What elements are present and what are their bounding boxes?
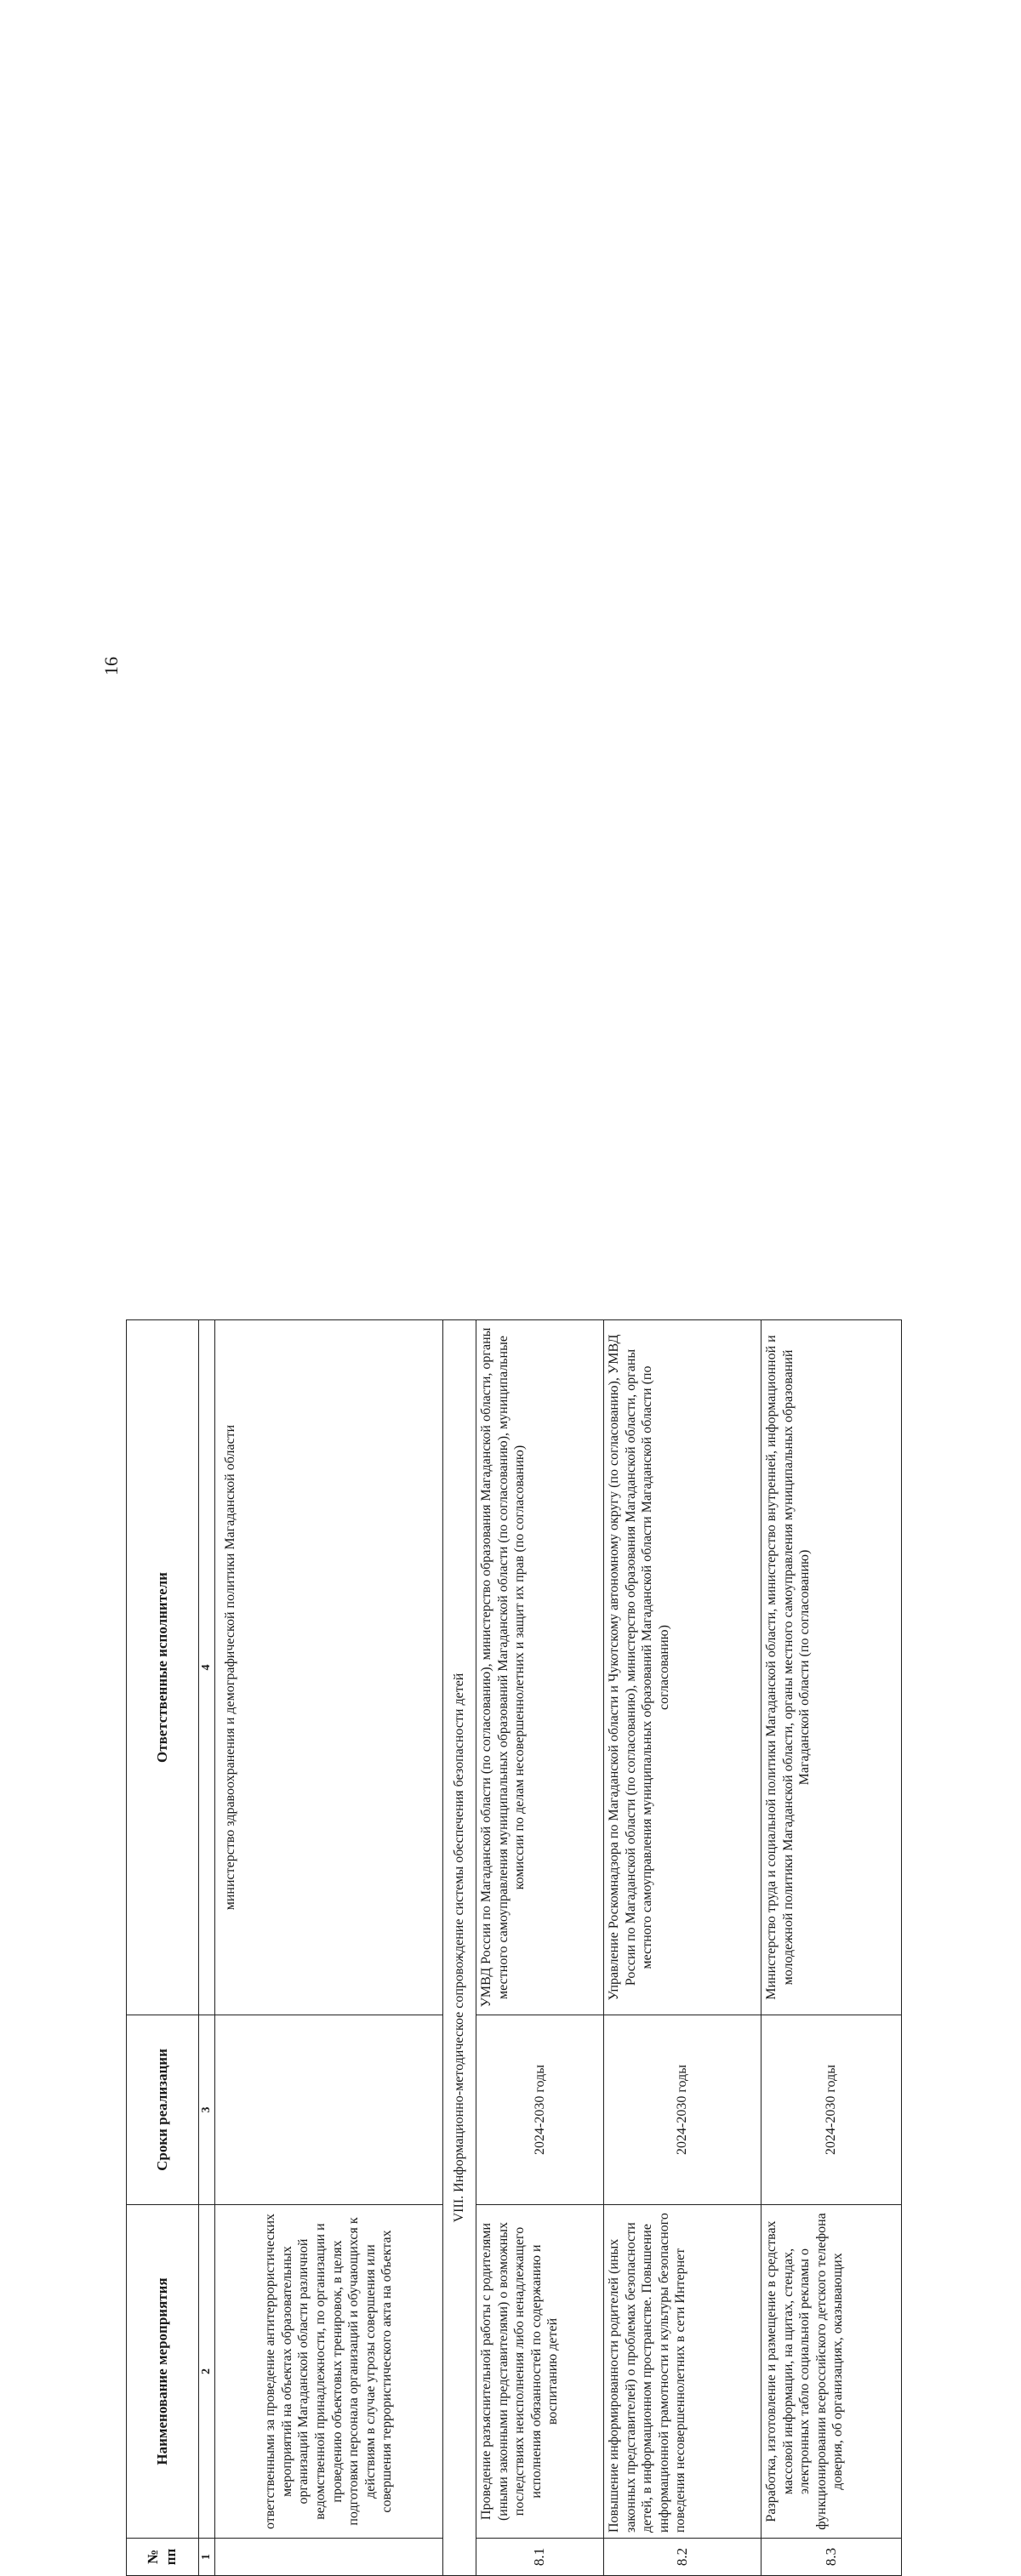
table-row <box>476 1320 604 2576</box>
section-title: VIII. Информационно-методическое сопровождение системы обеспечения безопасности детей <box>443 1320 476 2576</box>
table-row-continuation <box>215 1320 443 2576</box>
rotated-table-wrapper <box>126 1320 977 2576</box>
column-number-1: 1 <box>199 2539 215 2576</box>
row-term <box>215 2015 443 2205</box>
table-row <box>604 1320 761 2576</box>
row-executors: министерство здравоохранения и демографической политики Магаданской области <box>215 1320 443 2015</box>
row-event: Повышение информированности родителей (иных законных представителей) о проблемах безопасности детей, в информационном пространстве. Повышение информационной грамотности и культуры безопасного поведения несовершеннолетних в сети Интернет <box>604 2205 761 2539</box>
table-row <box>761 1320 902 2576</box>
events-table <box>126 1319 902 2576</box>
row-index: 8.3 <box>761 2539 902 2576</box>
header-row <box>127 1320 199 2576</box>
row-term: 2024-2030 годы <box>476 2015 604 2205</box>
section-row <box>443 1320 476 2576</box>
header-executors: Ответственные исполнители <box>127 1320 199 2015</box>
row-index: 8.1 <box>476 2539 604 2576</box>
row-executors: Управление Роскомнадзора по Магаданской области и Чукотскому автономному округу (по согласованию), УМВД России по Магаданской области (по согласованию), министерство образования Магаданской области, органы местного самоуправления муниципальных образований Магаданской области Магаданской области (по согласованию) <box>604 1320 761 2015</box>
page-number: 16 <box>100 657 122 675</box>
row-event: ответственными за проведение антитеррористических мероприятий на объектах образовательных организаций Магаданской области различной ведомственной принадлежности, по организации и проведению объектовых тренировок, в целях подготовки персонала организаций и обучающихся к действиям в случае угрозы совершения или совершения террористического акта на объектах <box>215 2205 443 2539</box>
column-number-row <box>199 1320 215 2576</box>
header-index: № пп <box>127 2539 199 2576</box>
header-event: Наименование мероприятия <box>127 2205 199 2539</box>
column-number-3: 3 <box>199 2015 215 2205</box>
row-index <box>215 2539 443 2576</box>
row-term: 2024-2030 годы <box>604 2015 761 2205</box>
column-number-2: 2 <box>199 2205 215 2539</box>
column-number-4: 4 <box>199 1320 215 2015</box>
row-term: 2024-2030 годы <box>761 2015 902 2205</box>
row-event: Проведение разъяснительной работы с родителями (иными законными представителями) о возможных последствиях неисполнения либо ненадлежащего исполнения обязанностей по содержанию и воспитанию детей <box>476 2205 604 2539</box>
row-executors: Министерство труда и социальной политики Магаданской области, министерство внутренней, информационной и молодежной политики Магаданской области, органы местного самоуправления муниципальных образований Магаданской области (по согласованию) <box>761 1320 902 2015</box>
row-executors: УМВД России по Магаданской области (по согласованию), министерство образования Магаданской области, органы местного самоуправления муниципальных образований Магаданской области (по согласованию), муниципальные комиссии по делам несовершеннолетних и защит их прав (по согласованию) <box>476 1320 604 2015</box>
header-term: Сроки реализации <box>127 2015 199 2205</box>
row-index: 8.2 <box>604 2539 761 2576</box>
row-event: Разработка, изготовление и размещение в средствах массовой информации, на щитах, стендах, электронных табло социальной рекламы о функционировании всероссийского детского телефона доверия, об организациях, оказывающих <box>761 2205 902 2539</box>
